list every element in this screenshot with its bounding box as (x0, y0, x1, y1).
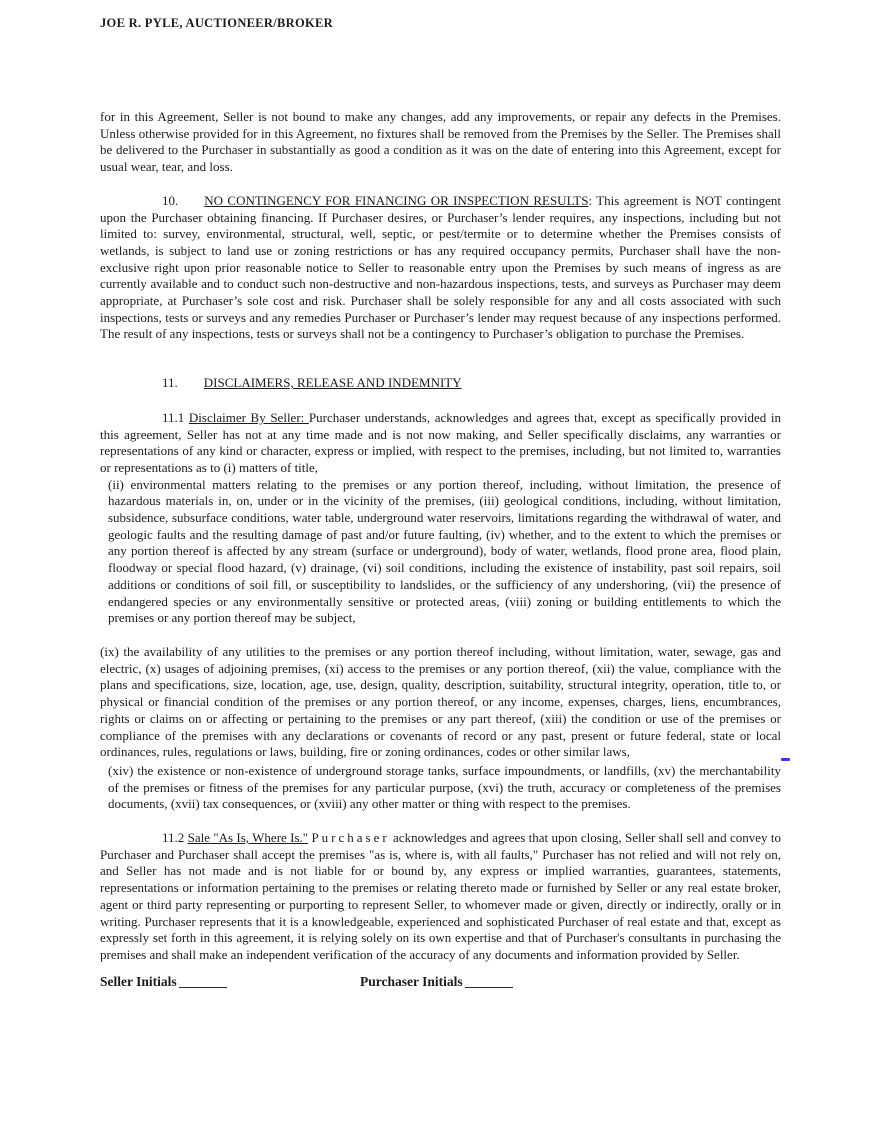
text-run: 10. (162, 192, 179, 208)
section-10-no-contingency (100, 193, 781, 343)
initials-row (100, 972, 781, 994)
seller-initials-blank (179, 974, 227, 988)
clause-11-1-disclaimer-by-seller (100, 410, 781, 477)
text-run: Purchaser understands, acknowledges and agrees that, except as specifically provided in this agreement, Seller has not at any time made and is not now making, and Seller specifically disclaims, any warranties or representations of any kind or character, express or implied, with respect to the premises, including, but not limited to, warranties or representations as to (i) matters of title, (100, 409, 781, 475)
text-run: 11.1 (162, 409, 189, 425)
text-run: for in this Agreement, Seller is not bound to make any changes, add any improvements, or repair any defects in the Premises. Unless otherwise provided for in this Agreement, no fixtures shall be removed from the Premises by the Seller. The Premises shall be delivered to the Purchaser in substantially as good a condition as it was on the date of entering into this Agreement, except for usual wear, tear, and loss. (100, 109, 781, 175)
text-run: 11. (162, 375, 178, 391)
blue-margin-mark (781, 758, 790, 761)
clause-11-1-items-ii-viii (100, 477, 781, 627)
section-11-heading (100, 375, 781, 392)
text-run: : This agreement is NOT contingent upon the Purchaser obtaining financing. If Purchaser desires, or Purchaser’s lender requires, any inspections, including but not limited to: survey, environmental, structural, well, septic, or pest/termite or to determine whether the Premises consists of wetlands, is subject to land use or zoning restrictions or has any required occupancy permits, Purchaser shall have the non-exclusive right upon prior reasonable notice to Seller to reasonable entry upon the Premises by such means of ingress as are currently available and to conduct such non-destructive and non-hazardous inspections, tests, and surveys as Purchaser may deem appropriate, at Purchaser’s sole cost and risk. Purchaser shall be solely responsible for any and all costs associated with such inspections, tests or surveys and any remedies Purchaser or Purchaser’s lender may request because of any inspections performed. The result of any inspections, tests or surveys shall not be a contingency to Purchaser’s obligation to purchase the Premises. (100, 192, 781, 342)
text-run: (ii) environmental matters relating to the premises or any portion thereof, including, without limitation, the presence of hazardous materials in, on, under or in the vicinity of the premises, (iii) geological conditions, including, without limitation, subsidence, subsurface conditions, water table, underground water reservoirs, limitations regarding the withdrawal of water, and geologic faults and the resulting damage of past and/or future faulting, (iv) whether, and to the extent to which the premises or any portion thereof is affected by any stream (surface or underground), body of water, wetlands, flood prone area, flood plain, floodway or special flood hazard, (v) drainage, (vi) soil conditions, including the existence of instability, past soil repairs, soil additions or conditions of soil fill, or susceptibility to landslides, or the sufficiency of any undershoring, (vii) the presence of endangered species or any environmentally sensitive or protected areas, (viii) zoning or building entitlements to which the premises or any portion thereof may be subject, (108, 476, 781, 626)
clause-11-2-sale-as-is-where-is (100, 830, 781, 964)
text-run: Purchaser (311, 830, 390, 846)
text-run: (xiv) the existence or non-existence of underground storage tanks, surface impoundments, or landfills, (xv) the merchantability of the premises or fitness of the premises for any particular purpose, (xvi) the truth, accuracy or completeness of the premises documents, (xvii) tax consequences, or (xviii) any other matter or thing with respect to the premises. (108, 762, 781, 812)
seller-initials-label: Seller Initials (100, 973, 177, 989)
text-run: acknowledges and agrees that upon closing, Seller shall sell and convey to Purchaser and Purchaser shall accept the premises "as is, where is, with all faults," Purchaser has not relied and will not rely on, and Seller has not made and is not liable for or bound by, any express or implied warranties, guarantees, statements, representations or information pertaining to the premises or relating thereto made or furnished by Seller or any real estate broker, agent or third party representing or purporting to represent Seller, to whomever made or given, directly or indirectly, orally or in writing. Purchaser represents that it is a knowledgeable, experienced and sophisticated Purchaser of real estate and that, except as expressly set forth in this agreement, it is relying solely on its own expertise and that of Purchaser's consultants in purchasing the premises and shall make an independent verification of the accuracy of any documents and information provided by Seller. (100, 830, 781, 962)
underlined-heading-text: NO CONTINGENCY FOR FINANCING OR INSPECTION RESULTS (204, 192, 589, 208)
purchaser-initials-label: Purchaser Initials (360, 973, 463, 989)
document-content (100, 109, 781, 994)
underlined-heading-text: Sale "As Is, Where Is." (187, 830, 309, 846)
clause-11-1-items-ix-xiii (100, 644, 781, 761)
clause-continuation-paragraph (100, 109, 781, 176)
document-body (100, 109, 781, 964)
text-run: 11.2 (162, 830, 188, 846)
underlined-heading-text: DISCLAIMERS, RELEASE AND INDEMNITY (203, 375, 462, 391)
text-run: (ix) the availability of any utilities to the premises or any portion thereof including, without limitation, water, sewage, gas and electric, (x) usages of adjoining premises, (xi) access to the premises or any portion thereof, (xii) the value, compliance with the plans and specifications, size, location, age, use, design, quality, description, suitability, structural integrity, operation, title to, or physical or financial condition of the premises or any portion thereof, or any income, expenses, charges, liens, encumbrances, rights or claims on or affecting or pertaining to the premises or any part thereof, (xiii) the condition or use of the premises or compliance of the premises with any declarations or covenants of record or any past, present or future federal, state or local ordinances, rules, regulations or laws, building, fire or zoning ordinances, codes or other similar laws, (100, 643, 781, 760)
purchaser-initials-group (360, 972, 513, 990)
page-header-title: JOE R. PYLE, AUCTIONEER/BROKER (100, 16, 333, 30)
clause-11-1-items-xiv-xviii (100, 763, 781, 813)
underlined-heading-text: Disclaimer By Seller: (188, 409, 309, 425)
purchaser-initials-blank (465, 974, 513, 988)
seller-initials-group (100, 972, 227, 990)
